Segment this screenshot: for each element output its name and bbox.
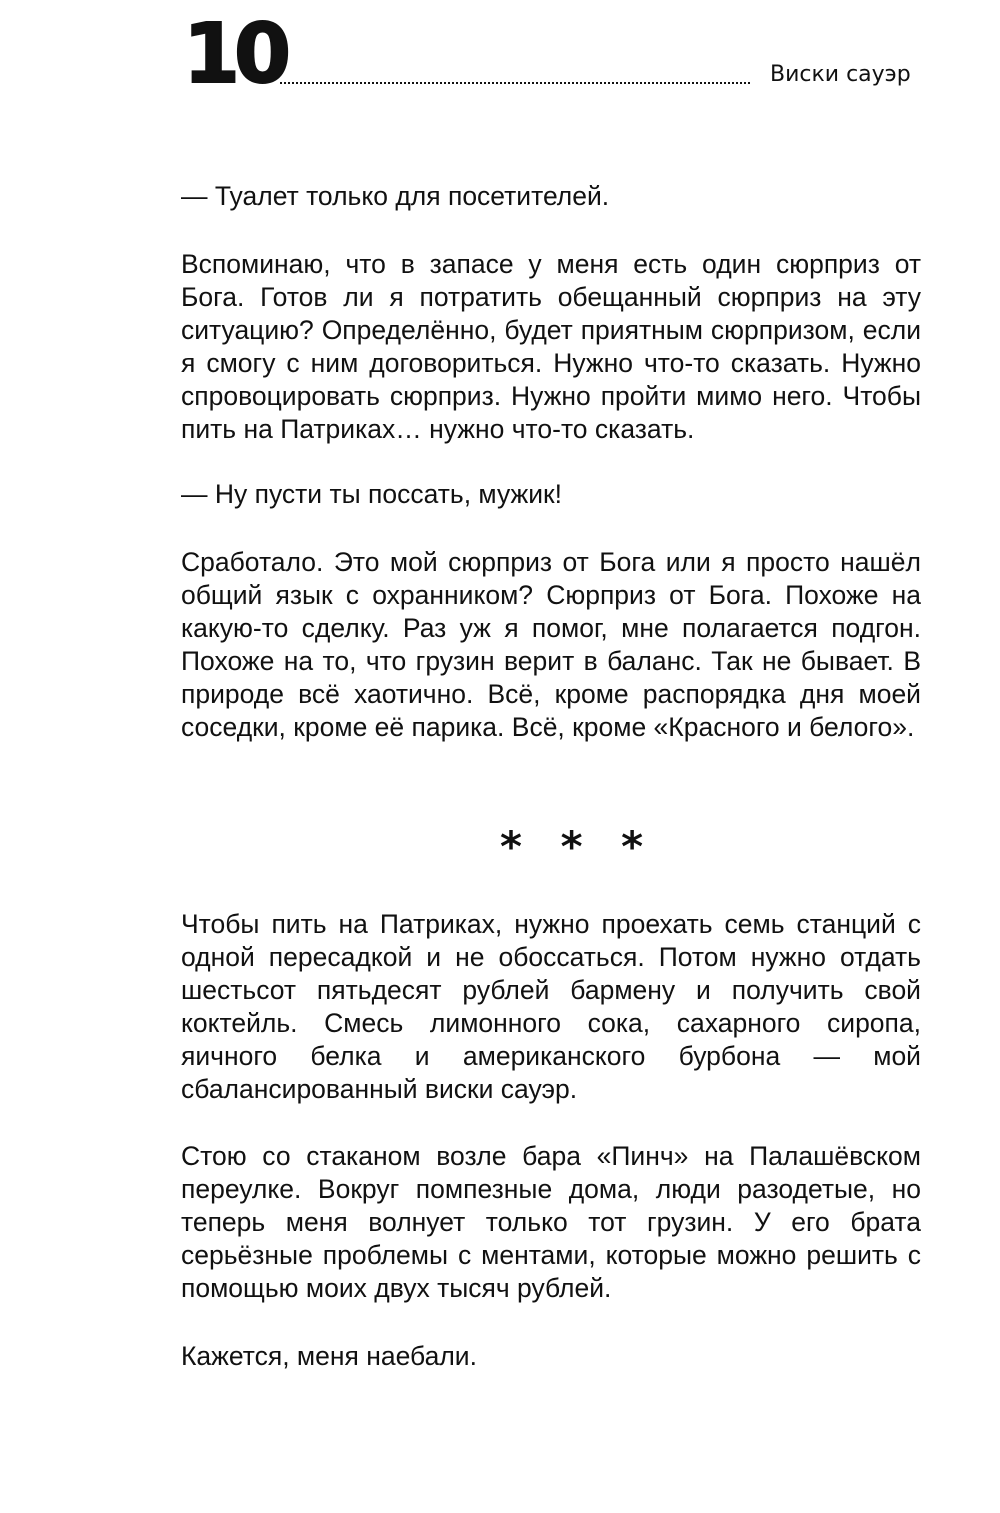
paragraph-4: Сработало. Это мой сюрприз от Бога или я просто нашёл общий язык с охранником? Сюрприз от Бога. Похоже на какую-то сделку. Раз уж я помог, мне полагается подгон. Похоже на то, что грузин верит в баланс. Так не бывает. В природе всё хаотично. Всё, кроме распорядка дня моей соседки, кроме её парика. Всё, кроме «Красного и белого».	[181, 547, 921, 742]
paragraph-2: Вспоминаю, что в запасе у меня есть один сюрприз от Бога. Готов ли я потратить обещанный сюрприз на эту ситуацию? Определённо, будет приятным сюрпризом, если я смогу с ним договориться. Нужно что-то сказать. Нужно спровоцировать сюрприз. Нужно пройти мимо него. Чтобы пить на Патриках… нужно что-то сказать.	[181, 249, 921, 444]
section-separator: * * *	[500, 822, 656, 871]
paragraph-7: Кажется, меня наебали.	[181, 1341, 477, 1371]
running-title: Виски сауэр	[770, 62, 911, 87]
paragraph-dialogue-2: — Ну пусти ты поссать, мужик!	[181, 479, 562, 509]
page-number: 10	[183, 7, 286, 102]
paragraph-6: Стою со стаканом возле бара «Пинч» на Палашёвском переулке. Вокруг помпезные дома, люди разодетые, но теперь меня волнует только тот грузин. У его брата серьёзные проблемы с ментами, которые можно решить с помощью моих двух тысяч рублей.	[181, 1141, 921, 1303]
paragraph-5: Чтобы пить на Патриках, нужно проехать семь станций с одной пересадкой и не обоссаться. Потом нужно отдать шестьсот пятьдесят рублей бармену и получить свой коктейль. Смесь лимонного сока, сахарного сиропа, яичного белка и американского бурбона — мой сбалансированный виски сауэр.	[181, 909, 921, 1104]
leader-dots	[280, 82, 750, 84]
paragraph-dialogue-1: — Туалет только для посетителей.	[181, 181, 610, 211]
